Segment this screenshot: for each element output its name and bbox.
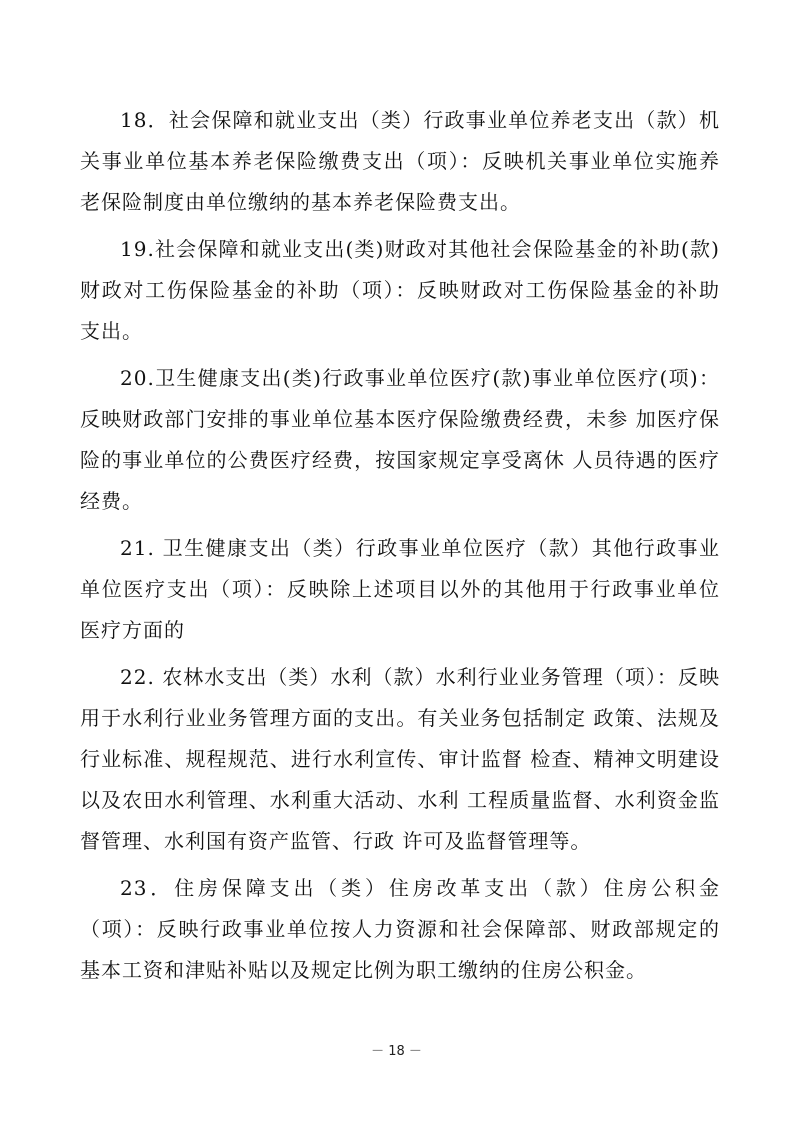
paragraph-item-22: 22. 农林水支出（类）水利（款）水利行业业务管理（项）：反映用于水利行业业务管理方面的支出。有关业务包括制定 政策、法规及行业标准、规程规范、进行水利宣传、审计监督 检查、精神文明建设以及农田水利管理、水利重大活动、水利 工程质量监督、水利资金监督管理、水利国有资产监管、行政 许可及监督管理等。 bbox=[80, 665, 720, 853]
paragraph-item-21: 21. 卫生健康支出（类）行政事业单位医疗（款）其他行政事业单位医疗支出（项）：反映除上述项目以外的其他用于行政事业单位医疗方面的 bbox=[80, 536, 720, 642]
page-number: － 18 － bbox=[371, 1044, 422, 1059]
paragraph-item-20: 20.卫生健康支出(类)行政事业单位医疗(款)事业单位医疗(项)：反映财政部门安排的事业单位基本医疗保险缴费经费，未参 加医疗保险的事业单位的公费医疗经费，按国家规定享受离休 人员待遇的医疗经费。 bbox=[80, 366, 720, 513]
document-body bbox=[80, 100, 720, 997]
paragraph-item-19: 19.社会保障和就业支出(类)财政对其他社会保险基金的补助(款)财政对工伤保险基金的补助（项）：反映财政对工伤保险基金的补助支出。 bbox=[80, 237, 720, 343]
paragraph-item-18: 18．社会保障和就业支出（类）行政事业单位养老支出（款）机关事业单位基本养老保险缴费支出（项）：反映机关事业单位实施养老保险制度由单位缴纳的基本养老保险费支出。 bbox=[80, 108, 720, 214]
paragraph-item-23: 23．住房保障支出（类）住房改革支出（款）住房公积金（项）：反映行政事业单位按人力资源和社会保障部、财政部规定的 基本工资和津贴补贴以及规定比例为职工缴纳的住房公积金。 bbox=[80, 876, 720, 982]
